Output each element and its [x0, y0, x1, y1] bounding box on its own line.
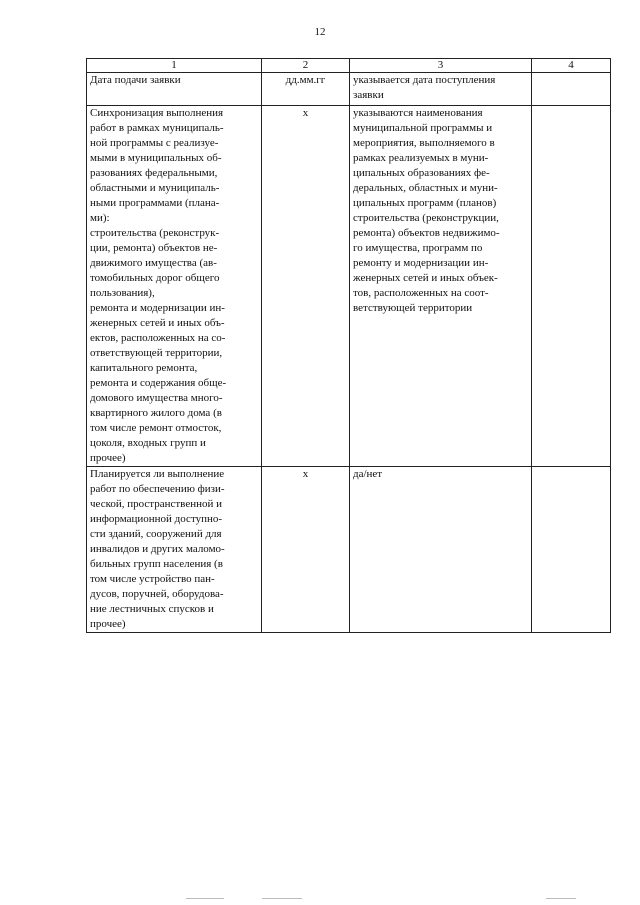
text-line: том числе ремонт отмосток,: [90, 422, 222, 434]
text-line: ции, ремонта) объектов не-: [90, 242, 218, 254]
row-2-value-cell: [532, 106, 611, 467]
text-line: капитального ремонта,: [90, 362, 198, 374]
row-3-format-cell: х: [262, 467, 350, 633]
text-line: работ по обеспечению физи-: [90, 483, 225, 495]
row-2-name-cell: [87, 106, 262, 467]
text-line: Дата подачи заявки: [90, 74, 181, 86]
text-line: том числе устройство пан-: [90, 573, 215, 585]
text-line: ципальных программ (планов): [353, 197, 497, 209]
text-line: ние лестничных спусков и: [90, 603, 214, 615]
text-line: областными и муниципаль-: [90, 182, 220, 194]
scan-artifact: [262, 898, 302, 899]
text-line: инвалидов и других маломо-: [90, 543, 225, 555]
text-line: строительства (реконструк-: [90, 227, 220, 239]
text-line: Планируется ли выполнение: [90, 468, 225, 480]
text-line: квартирного жилого дома (в: [90, 407, 222, 419]
row-3-description-cell: [350, 467, 532, 633]
text-line: ными программами (плана-: [90, 197, 220, 209]
header-cell-2: 2: [262, 59, 350, 73]
row-1-value-cell: [532, 73, 611, 106]
row-2-format-cell: х: [262, 106, 350, 467]
text-line: сти зданий, сооружений для: [90, 528, 222, 540]
text-line: движимого имущества (ав-: [90, 257, 217, 269]
header-cell-4: 4: [532, 59, 611, 73]
text-line: строительства (реконструкции,: [353, 212, 499, 224]
text-line: работ в рамках муниципаль-: [90, 122, 224, 134]
text-line: ческой, пространственной и: [90, 498, 222, 510]
text-line: ремонта и модернизации ин-: [90, 302, 225, 314]
row-2-description-cell: [350, 106, 532, 467]
text-line: мероприятия, выполняемого в: [353, 137, 495, 149]
row-1-format-cell: дд.мм.гг: [262, 73, 350, 106]
text-line: да/нет: [353, 468, 383, 480]
row-1-name-cell: [87, 73, 262, 106]
scan-artifact: [546, 898, 576, 899]
text-line: ремонту и модернизации ин-: [353, 257, 489, 269]
row-3-name-cell: [87, 467, 262, 633]
scan-artifact: [186, 898, 224, 899]
text-line: прочее): [90, 452, 126, 464]
text-line: ектов, расположенных на со-: [90, 332, 226, 344]
text-line: мыми в муниципальных об-: [90, 152, 222, 164]
row-3-value-cell: [532, 467, 611, 633]
text-line: ветствующей территории: [353, 302, 473, 314]
text-line: информационной доступно-: [90, 513, 223, 525]
table-row: [87, 106, 611, 467]
text-line: женерных сетей и иных объек-: [353, 272, 498, 284]
text-line: Синхронизация выполнения: [90, 107, 224, 119]
text-line: разованиях федеральными,: [90, 167, 218, 179]
text-line: ной программы с реализуе-: [90, 137, 219, 149]
text-line: указывается дата поступления: [353, 74, 496, 86]
text-line: домового имущества много-: [90, 392, 223, 404]
text-line: муниципальной программы и: [353, 122, 493, 134]
table-header-row: [87, 59, 611, 73]
text-line: ми):: [90, 212, 110, 224]
text-line: женерных сетей и иных объ-: [90, 317, 225, 329]
text-line: го имущества, программ по: [353, 242, 483, 254]
text-line: ответствующей территории,: [90, 347, 223, 359]
header-cell-1: 1: [87, 59, 262, 73]
text-line: деральных, областных и муни-: [353, 182, 498, 194]
text-line: тов, расположенных на соот-: [353, 287, 489, 299]
text-line: цоколя, входных групп и: [90, 437, 206, 449]
text-line: прочее): [90, 618, 126, 630]
table-row: [87, 73, 611, 106]
text-line: пользования),: [90, 287, 155, 299]
table-row: [87, 467, 611, 633]
text-line: ремонта) объектов недвижимо-: [353, 227, 500, 239]
text-line: заявки: [353, 89, 384, 101]
text-line: указываются наименования: [353, 107, 483, 119]
text-line: ципальных образованиях фе-: [353, 167, 490, 179]
text-line: бильных групп населения (в: [90, 558, 223, 570]
text-line: дусов, поручней, оборудова-: [90, 588, 224, 600]
page-number: 12: [314, 26, 326, 38]
text-line: рамках реализуемых в муни-: [353, 152, 489, 164]
requirements-table: [86, 58, 611, 633]
row-1-description-cell: [350, 73, 532, 106]
header-cell-3: 3: [350, 59, 532, 73]
text-line: ремонта и содержания обще-: [90, 377, 227, 389]
text-line: томобильных дорог общего: [90, 272, 220, 284]
